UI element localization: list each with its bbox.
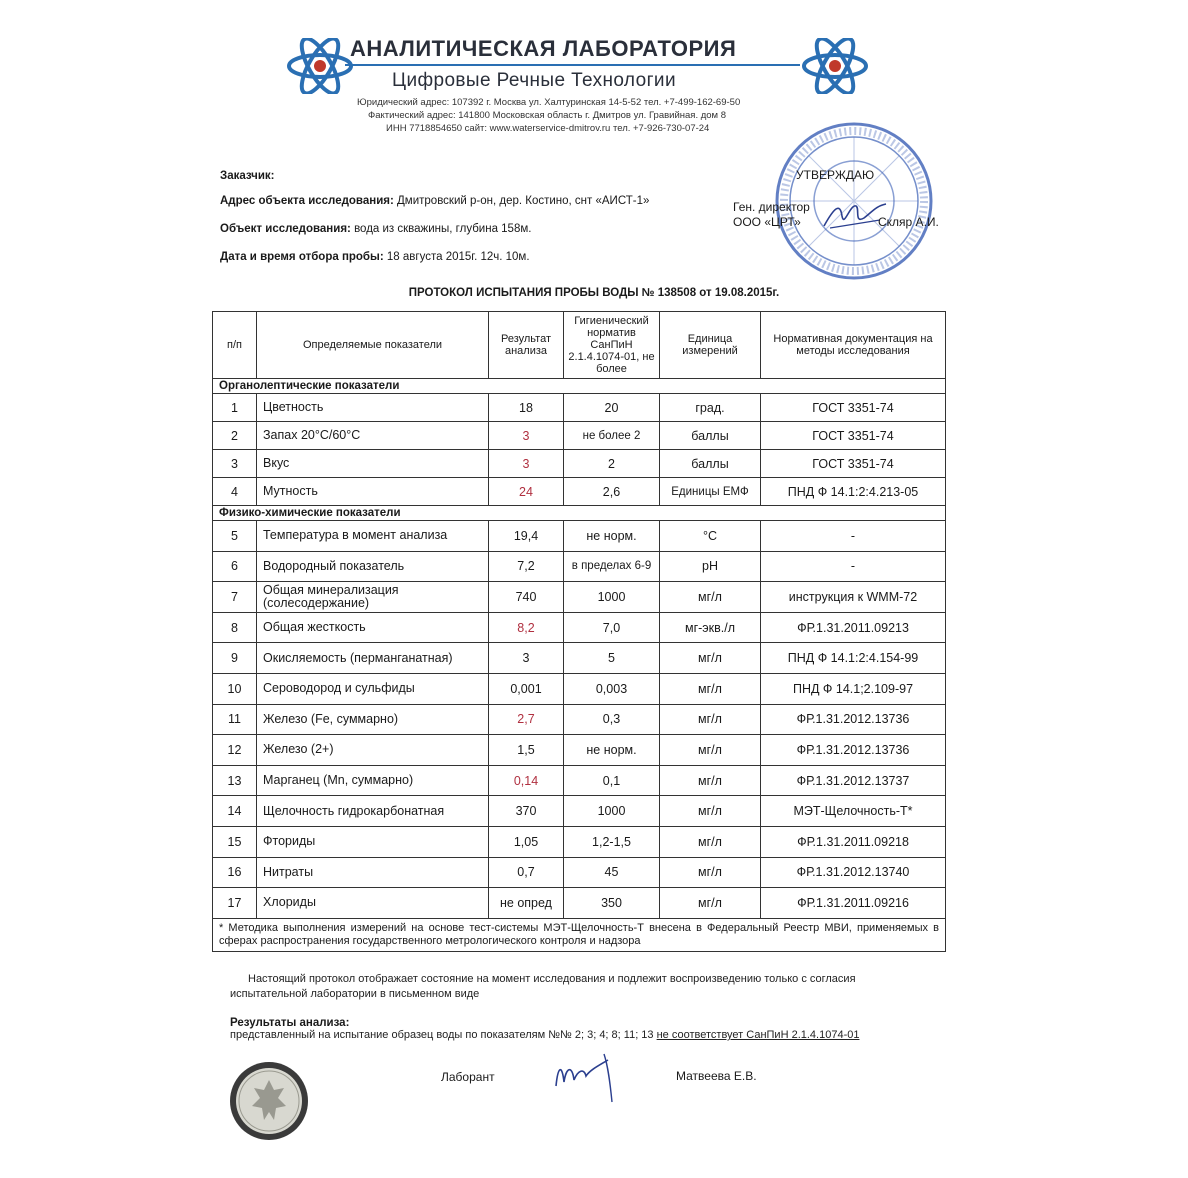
param-name: Запах 20°С/60°С xyxy=(257,422,489,450)
param-name: Температура в момент анализа xyxy=(257,521,489,552)
norm-value: 1000 xyxy=(564,796,660,827)
title-divider xyxy=(345,64,800,66)
row-number: 6 xyxy=(213,551,257,582)
row-number: 12 xyxy=(213,735,257,766)
param-name: Цветность xyxy=(257,394,489,422)
approve-label: УТВЕРЖДАЮ xyxy=(796,168,875,182)
norm-value: 350 xyxy=(564,888,660,919)
table-row xyxy=(213,551,946,582)
director-name: Скляр А.И. xyxy=(878,215,939,229)
method-value: инструкция к WMM-72 xyxy=(761,582,946,613)
table-row xyxy=(213,612,946,643)
param-name: Вкус xyxy=(257,450,489,478)
results-title: Результаты анализа: xyxy=(230,1017,350,1029)
atom-icon xyxy=(800,38,870,94)
lab-title: АНАЛИТИЧЕСКАЯ ЛАБОРАТОРИЯ xyxy=(350,36,737,61)
method-value: МЭТ-Щелочность-Т* xyxy=(761,796,946,827)
unit-value: баллы xyxy=(660,422,761,450)
signature-name: Матвеева Е.В. xyxy=(676,1069,757,1083)
results-statement: представленный на испытание образец воды по показателям №№ 2; 3; 4; 8; 11; 13 xyxy=(230,1029,654,1041)
object-line xyxy=(220,223,531,235)
unit-value: мг/л xyxy=(660,857,761,888)
section-row xyxy=(213,506,946,521)
param-name: Окисляемость (перманганатная) xyxy=(257,643,489,674)
result-value: 3 xyxy=(489,422,564,450)
date-value: 18 августа 2015г. 12ч. 10м. xyxy=(386,251,530,263)
row-number: 17 xyxy=(213,888,257,919)
row-number: 3 xyxy=(213,450,257,478)
param-name: Мутность xyxy=(257,478,489,506)
method-value: - xyxy=(761,551,946,582)
row-number: 5 xyxy=(213,521,257,552)
date-label: Дата и время отбора пробы: xyxy=(220,251,384,263)
method-value: ФР.1.31.2011.09218 xyxy=(761,826,946,857)
table-row xyxy=(213,857,946,888)
unit-value: Единицы ЕМФ xyxy=(660,478,761,506)
method-value: ФР.1.31.2011.09216 xyxy=(761,888,946,919)
unit-value: мг/л xyxy=(660,582,761,613)
row-number: 1 xyxy=(213,394,257,422)
row-number: 7 xyxy=(213,582,257,613)
table-header-row xyxy=(213,312,946,379)
table-row xyxy=(213,704,946,735)
param-name: Сероводород и сульфиды xyxy=(257,673,489,704)
object-label: Объект исследования: xyxy=(220,223,351,235)
col-unit-header: Единица измерений xyxy=(660,312,761,379)
method-value: ФР.1.31.2012.13737 xyxy=(761,765,946,796)
row-number: 8 xyxy=(213,612,257,643)
table-row xyxy=(213,422,946,450)
norm-value: 2 xyxy=(564,450,660,478)
result-value: 7,2 xyxy=(489,551,564,582)
row-number: 11 xyxy=(213,704,257,735)
param-name: Железо (2+) xyxy=(257,735,489,766)
method-value: ГОСТ 3351-74 xyxy=(761,422,946,450)
norm-value: не норм. xyxy=(564,735,660,766)
param-name: Общая жесткость xyxy=(257,612,489,643)
col-num-header: п/п xyxy=(213,312,257,379)
row-number: 10 xyxy=(213,673,257,704)
legal-address: Юридический адрес: 107392 г. Москва ул. Халтуринская 14-5-52 тел. +7-499-162-69-50 xyxy=(357,97,741,108)
lab-subtitle: Цифровые Речные Технологии xyxy=(392,70,676,91)
method-value: ФР.1.31.2012.13736 xyxy=(761,735,946,766)
param-name: Марганец (Mn, суммарно) xyxy=(257,765,489,796)
result-value: 18 xyxy=(489,394,564,422)
method-note: * Методика выполнения измерений на основе тест-системы МЭТ-Щелочность-Т внесена в Федеральный Реестр МВИ, применяемых в сферах распространения государственного метрологического контроля и надзора xyxy=(213,918,946,951)
results-verdict: не соответствует СанПиН 2.1.4.1074-01 xyxy=(656,1029,860,1041)
method-value: ГОСТ 3351-74 xyxy=(761,394,946,422)
atom-icon xyxy=(285,38,355,94)
param-name: Железо (Fe, суммарно) xyxy=(257,704,489,735)
norm-value: 0,3 xyxy=(564,704,660,735)
results-text xyxy=(230,1029,859,1041)
method-value: ФР.1.31.2011.09213 xyxy=(761,612,946,643)
result-value: 0,001 xyxy=(489,673,564,704)
row-number: 2 xyxy=(213,422,257,450)
unit-value: °С xyxy=(660,521,761,552)
method-value: ПНД Ф 14.1;2.109-97 xyxy=(761,673,946,704)
param-name: Нитраты xyxy=(257,857,489,888)
unit-value: мг/л xyxy=(660,765,761,796)
address-label: Адрес объекта исследования: xyxy=(220,195,394,207)
unit-value: pH xyxy=(660,551,761,582)
note-row xyxy=(213,918,946,951)
result-value: 0,7 xyxy=(489,857,564,888)
address-value: Дмитровский р-он, дер. Костино, снт «АИСТ-1» xyxy=(397,195,650,207)
norm-value: не норм. xyxy=(564,521,660,552)
norm-value: 20 xyxy=(564,394,660,422)
unit-value: мг/л xyxy=(660,704,761,735)
table-row xyxy=(213,450,946,478)
unit-value: мг/л xyxy=(660,673,761,704)
section-organoleptic: Органолептические показатели xyxy=(213,379,946,394)
result-value: 3 xyxy=(489,450,564,478)
table-row xyxy=(213,643,946,674)
param-name: Общая минерализация (солесодержание) xyxy=(257,582,489,613)
result-value: 24 xyxy=(489,478,564,506)
table-row xyxy=(213,521,946,552)
result-value: 740 xyxy=(489,582,564,613)
unit-value: град. xyxy=(660,394,761,422)
col-norm-header: Гигиенический норматив СанПиН 2.1.4.1074-01, не более xyxy=(564,312,660,379)
emblem-seal-icon xyxy=(228,1060,310,1142)
result-value: 2,7 xyxy=(489,704,564,735)
param-name: Водородный показатель xyxy=(257,551,489,582)
row-number: 15 xyxy=(213,826,257,857)
contacts: ИНН 7718854650 сайт: www.waterservice-dmitrov.ru тел. +7-926-730-07-24 xyxy=(386,123,710,134)
section-row xyxy=(213,379,946,394)
result-value: 8,2 xyxy=(489,612,564,643)
col-method-header: Нормативная документация на методы исследования xyxy=(761,312,946,379)
col-param-header: Определяемые показатели xyxy=(257,312,489,379)
unit-value: баллы xyxy=(660,450,761,478)
unit-value: мг/л xyxy=(660,643,761,674)
director-position: Ген. директор xyxy=(733,200,810,214)
norm-value: 0,003 xyxy=(564,673,660,704)
customer-label: Заказчик: xyxy=(220,170,275,182)
norm-value: в пределах 6-9 xyxy=(564,551,660,582)
result-value: 1,5 xyxy=(489,735,564,766)
table-row xyxy=(213,826,946,857)
date-line xyxy=(220,251,530,263)
laborant-signature-icon xyxy=(548,1046,618,1106)
table-row xyxy=(213,888,946,919)
method-value: ФР.1.31.2012.13736 xyxy=(761,704,946,735)
norm-value: 7,0 xyxy=(564,612,660,643)
protocol-title: ПРОТОКОЛ ИСПЫТАНИЯ ПРОБЫ ВОДЫ № 138508 от 19.08.2015г. xyxy=(408,287,780,299)
row-number: 16 xyxy=(213,857,257,888)
method-value: ПНД Ф 14.1:2:4.154-99 xyxy=(761,643,946,674)
actual-address: Фактический адрес: 141800 Московская область г. Дмитров ул. Гравийная. дом 8 xyxy=(368,110,727,121)
table-row xyxy=(213,796,946,827)
unit-value: мг/л xyxy=(660,796,761,827)
unit-value: мг/л xyxy=(660,826,761,857)
norm-value: 45 xyxy=(564,857,660,888)
col-result-header: Результат анализа xyxy=(489,312,564,379)
norm-value: 2,6 xyxy=(564,478,660,506)
unit-value: мг-экв./л xyxy=(660,612,761,643)
object-value: вода из скважины, глубина 158м. xyxy=(354,223,532,235)
company-name: ООО «ЦРТ» xyxy=(733,215,801,229)
row-number: 14 xyxy=(213,796,257,827)
norm-value: 5 xyxy=(564,643,660,674)
table-row xyxy=(213,673,946,704)
result-value: 1,05 xyxy=(489,826,564,857)
address-line xyxy=(220,195,649,207)
row-number: 4 xyxy=(213,478,257,506)
method-value: ГОСТ 3351-74 xyxy=(761,450,946,478)
disclaimer: Настоящий протокол отображает состояние на момент исследования и подлежит воспроизведению только с согласия испытательной лаборатории в письменном виде xyxy=(230,973,856,1000)
customer-line xyxy=(220,170,275,182)
norm-value: 1,2-1,5 xyxy=(564,826,660,857)
row-number: 13 xyxy=(213,765,257,796)
unit-value: мг/л xyxy=(660,735,761,766)
table-row xyxy=(213,765,946,796)
row-number: 9 xyxy=(213,643,257,674)
norm-value: 1000 xyxy=(564,582,660,613)
norm-value: не более 2 xyxy=(564,422,660,450)
method-value: ПНД Ф 14.1:2:4.213-05 xyxy=(761,478,946,506)
table-row xyxy=(213,582,946,613)
param-name: Хлориды xyxy=(257,888,489,919)
result-value: 370 xyxy=(489,796,564,827)
unit-value: мг/л xyxy=(660,888,761,919)
signature-role: Лаборант xyxy=(441,1070,495,1084)
section-physchem: Физико-химические показатели xyxy=(213,506,946,521)
result-value: 0,14 xyxy=(489,765,564,796)
result-value: 3 xyxy=(489,643,564,674)
table-row xyxy=(213,394,946,422)
param-name: Фториды xyxy=(257,826,489,857)
table-row xyxy=(213,478,946,506)
method-value: ФР.1.31.2012.13740 xyxy=(761,857,946,888)
result-value: не опред xyxy=(489,888,564,919)
method-value: - xyxy=(761,521,946,552)
results-table xyxy=(212,311,946,952)
result-value: 19,4 xyxy=(489,521,564,552)
param-name: Щелочность гидрокарбонатная xyxy=(257,796,489,827)
norm-value: 0,1 xyxy=(564,765,660,796)
table-row xyxy=(213,735,946,766)
